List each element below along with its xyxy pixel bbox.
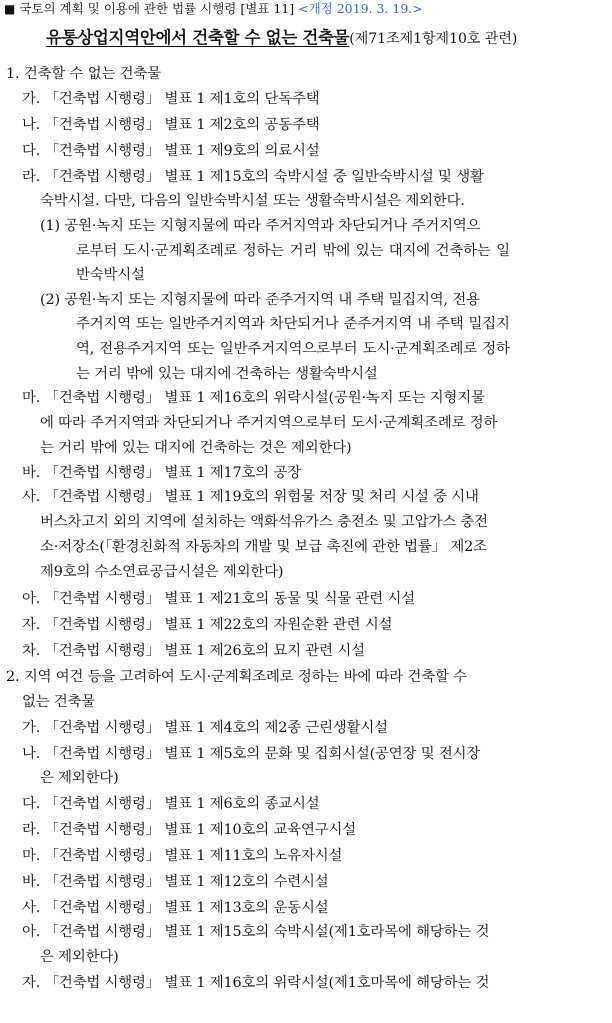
body-text-line: 제9호의 수소연료공급시설은 제외한다) xyxy=(40,564,284,580)
body-text-line: 자. 「건축법 시행령」 별표 1 제16호의 위락시설(제1호마목에 해당하는 것 xyxy=(22,975,490,991)
body-text-line: 는 거리 밖에 있는 대지에 건축하는 생활숙박시설 xyxy=(76,366,378,382)
document-title xyxy=(46,27,517,50)
body-text-line: 아. 「건축법 시행령」 별표 1 제15호의 숙박시설(제1호라목에 해당하는 것 xyxy=(22,924,490,940)
body-text-line: 다. 「건축법 시행령」 별표 1 제9호의 의료시설 xyxy=(22,143,320,159)
square-bullet-icon: ■ xyxy=(4,2,16,16)
body-text-line: 나. 「건축법 시행령」 별표 1 제5호의 문화 및 집회시설(공연장 및 전시장 xyxy=(22,746,481,762)
body-text-line: 로부터 도시·군계획조례로 정하는 거리 밖에 있는 대지에 건축하는 일 xyxy=(76,243,510,259)
body-text-line: 반숙박시설 xyxy=(76,267,145,283)
title-main: 유통상업지역안에서 건축할 수 없는 건축물 xyxy=(46,28,350,47)
body-text-line: (2) 공원·녹지 또는 지형지물에 따라 준주거지역 내 주택 밀집지역, 전용 xyxy=(40,292,480,308)
body-text-line: 소·저장소(「환경친화적 자동차의 개발 및 보급 촉진에 관한 법률」 제2조 xyxy=(40,539,487,555)
body-text-line: 에 따라 주거지역과 차단되거나 주거지역으로부터 도시·군계획조례로 정하 xyxy=(40,415,498,431)
body-text-line: 마. 「건축법 시행령」 별표 1 제16호의 위락시설(공원·녹지 또는 지형지물 xyxy=(22,390,485,406)
body-text-line: 다. 「건축법 시행령」 별표 1 제6호의 종교시설 xyxy=(22,796,320,812)
body-text-line: 주거지역 또는 일반주거지역과 차단되거나 준주거지역 내 주택 밀집지 xyxy=(76,316,510,332)
body-text-line: 은 제외한다) xyxy=(40,770,119,786)
body-text-line: 숙박시설. 다만, 다음의 일반숙박시설 또는 생활숙박시설은 제외한다. xyxy=(40,193,465,209)
amendment-date-link[interactable]: <개정 2019. 3. 19.> xyxy=(298,1,423,16)
body-text-line: 나. 「건축법 시행령」 별표 1 제2호의 공동주택 xyxy=(22,117,320,133)
body-text-line: 사. 「건축법 시행령」 별표 1 제13호의 운동시설 xyxy=(22,900,329,916)
body-text-line: 라. 「건축법 시행령」 별표 1 제15호의 숙박시설 중 일반숙박시설 및 생활 xyxy=(22,169,484,185)
body-text-line: 없는 건축물 xyxy=(22,694,96,710)
body-text-line: 차. 「건축법 시행령」 별표 1 제26호의 묘지 관련 시설 xyxy=(22,643,365,659)
body-text-line: 바. 「건축법 시행령」 별표 1 제12호의 수련시설 xyxy=(22,874,329,890)
body-text-line: 바. 「건축법 시행령」 별표 1 제17호의 공장 xyxy=(22,465,301,481)
body-text-line: 가. 「건축법 시행령」 별표 1 제4호의 제2종 근린생활시설 xyxy=(22,720,388,736)
body-text-line: 1. 건축할 수 없는 건축물 xyxy=(6,66,161,82)
document-header xyxy=(4,1,423,17)
body-text-line: 자. 「건축법 시행령」 별표 1 제22호의 자원순환 관련 시설 xyxy=(22,617,393,633)
body-text-line: 는 거리 밖에 있는 대지에 건축하는 것은 제외한다) xyxy=(40,440,352,456)
body-text-line: 버스차고지 외의 지역에 설치하는 액화석유가스 충전소 및 고압가스 충전 xyxy=(40,514,488,530)
body-text-line: 역, 전용주거지역 또는 일반주거지역으로부터 도시·군계획조례로 정하 xyxy=(76,341,510,357)
body-text-line: 아. 「건축법 시행령」 별표 1 제21호의 동물 및 식물 관련 시설 xyxy=(22,591,415,607)
body-text-line: 사. 「건축법 시행령」 별표 1 제19호의 위험물 저장 및 처리 시설 중 시내 xyxy=(22,489,479,505)
body-text-line: 2. 지역 여건 등을 고려하여 도시·군계획조례로 정하는 바에 따라 건축할 수 xyxy=(6,669,467,685)
body-text-line: 라. 「건축법 시행령」 별표 1 제10호의 교육연구시설 xyxy=(22,822,356,838)
title-reference: (제71조제1항제10호 관련) xyxy=(349,31,518,47)
body-text-line: 은 제외한다) xyxy=(40,949,119,965)
source-law-label: 국토의 계획 및 이용에 관한 법률 시행령 [별표 11] xyxy=(19,1,295,16)
body-text-line: 마. 「건축법 시행령」 별표 1 제11호의 노유자시설 xyxy=(22,848,343,864)
body-text-line: 가. 「건축법 시행령」 별표 1 제1호의 단독주택 xyxy=(22,91,320,107)
body-text-line: (1) 공원·녹지 또는 지형지물에 따라 주거지역과 차단되거나 주거지역으 xyxy=(40,218,481,234)
